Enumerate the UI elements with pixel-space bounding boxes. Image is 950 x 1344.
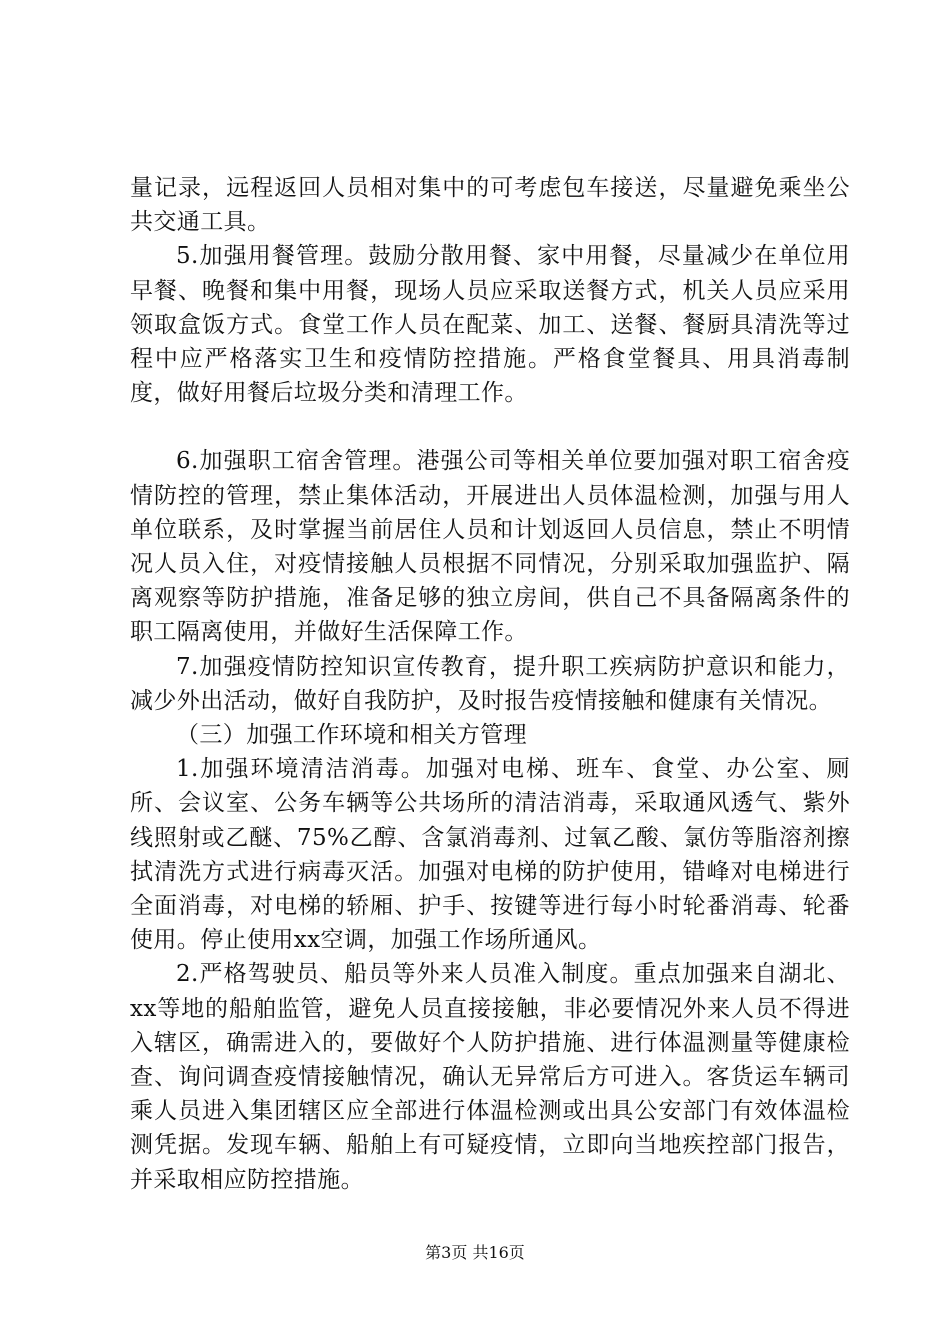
paragraph-cleaning: 1.加强环境清洁消毒。加强对电梯、班车、食堂、办公室、厕所、会议室、公务车辆等公共场所的清洁消毒，采取通风透气、紫外线照射或乙醚、75%乙醇、含氯消毒剂、过氧乙酸、氯仿等脂溶剂擦拭清洗方式进行病毒灭活。加强对电梯的防护使用，错峰对电梯进行全面消毒，对电梯的轿厢、护手、按键等进行每小时轮番消毒、轮番使用。停止使用xx空调，加强工作场所通风。 [130,756,850,954]
paragraph-meal-management: 5.加强用餐管理。鼓励分散用餐、家中用餐，尽量减少在单位用早餐、晚餐和集中用餐，现场人员应采取送餐方式，机关人员应采用领取盒饭方式。食堂工作人员在配菜、加工、送餐、餐厨具清洗等过程中应严格落实卫生和疫情防控措施。严格食堂餐具、用具消毒制度，做好用餐后垃圾分类和清理工作。 [130,243,850,407]
paragraph-gap [130,410,850,444]
section-heading: （三）加强工作环境和相关方管理 [176,722,527,749]
paragraph-visitor-control: 2.严格驾驶员、船员等外来人员准入制度。重点加强来自湖北、xx等地的船舶监管，避免人员直接接触，非必要情况外来人员不得进入辖区，确需进入的，要做好个人防护措施、进行体温测量等健康检查、询问调查疫情接触情况，确认无异常后方可进入。客货运车辆司乘人员进入集团辖区应全部进行体温检测或出具公安部门有效体温检测凭据。发现车辆、船舶上有可疑疫情，立即向当地疾控部门报告，并采取相应防控措施。 [130,961,850,1193]
paragraph-dormitory-management: 6.加强职工宿舍管理。港强公司等相关单位要加强对职工宿舍疫情防控的管理，禁止集体活动，开展进出人员体温检测，加强与用人单位联系，及时掌握当前居住人员和计划返回人员信息，禁止不明情况人员入住，对疫情接触人员根据不同情况，分别采取加强监护、隔离观察等防护措施，准备足够的独立房间，供自己不具备隔离条件的职工隔离使用，并做好生活保障工作。 [130,448,850,646]
body-text [130,171,850,1197]
paragraph-continuation: 量记录，远程返回人员相对集中的可考虑包车接送，尽量避免乘坐公共交通工具。 [130,175,850,236]
paragraph-education: 7.加强疫情防控知识宣传教育，提升职工疾病防护意识和能力，减少外出活动，做好自我防护，及时报告疫情接触和健康有关情况。 [130,653,850,714]
page-number: 第3页 共16页 [425,1243,525,1262]
